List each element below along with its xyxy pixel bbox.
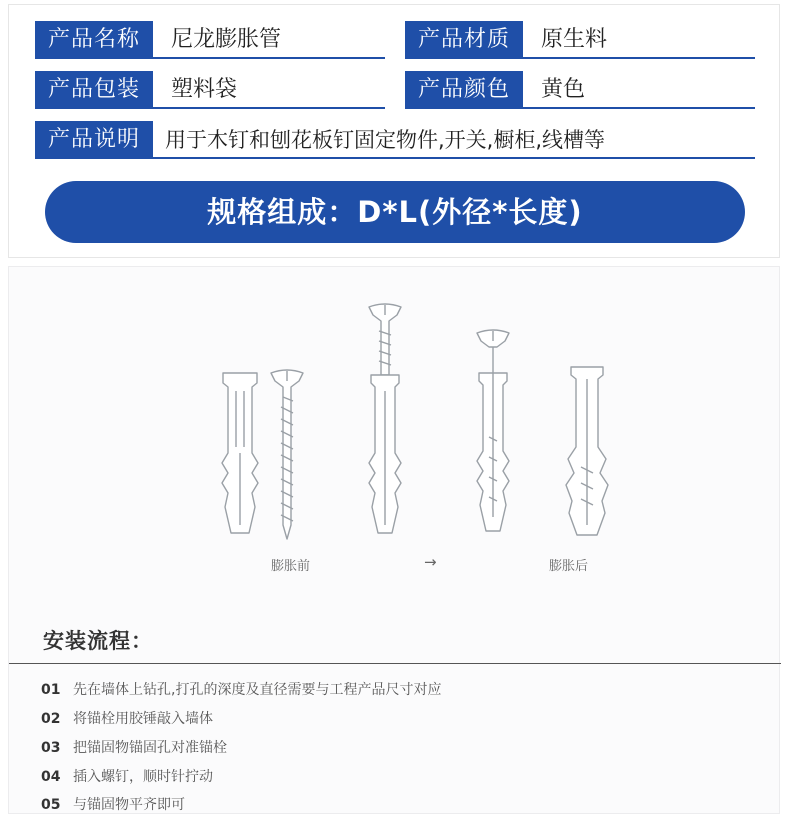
caption-before-expansion: 膨胀前 <box>271 559 311 574</box>
spec-value-color: 黄色 <box>523 71 755 109</box>
install-steps-title: 安装流程： <box>43 629 153 653</box>
spec-value-name: 尼龙膨胀管 <box>153 21 385 59</box>
spec-row-description <box>35 121 765 159</box>
spec-label-package: 产品包装 <box>35 71 153 109</box>
anchor-installed-icon <box>477 330 509 531</box>
spec-value-package: 塑料袋 <box>153 71 385 109</box>
install-step-text: 把锚固物锚固孔对准锚栓 <box>73 740 227 756</box>
install-step <box>41 766 213 786</box>
anchor-expanded-icon <box>566 367 608 535</box>
spec-label-color: 产品颜色 <box>405 71 523 109</box>
spec-banner: 规格组成：D*L(外径*长度) <box>45 181 745 243</box>
illustration-panel <box>8 266 780 814</box>
spec-value-description: 用于木钉和刨花板钉固定物件,开关,橱柜,线槽等 <box>153 121 755 159</box>
spec-card <box>8 4 780 258</box>
install-step-number: 04 <box>41 769 61 785</box>
install-step-text: 先在墙体上钻孔,打孔的深度及直径需要与工程产品尺寸对应 <box>73 682 442 698</box>
install-step-number: 02 <box>41 711 61 727</box>
install-step <box>41 737 227 757</box>
caption-after-expansion: 膨胀后 <box>549 559 589 574</box>
anchor-plug-icon <box>222 373 258 533</box>
arrow-right-icon: → <box>424 553 437 571</box>
install-step-number: 05 <box>41 797 61 813</box>
install-divider <box>9 663 781 664</box>
screw-icon <box>271 370 303 539</box>
install-step-text: 插入螺钉，顺时针拧动 <box>73 769 213 785</box>
spec-row-name <box>35 21 765 59</box>
anchor-insertion-icon <box>369 304 401 533</box>
install-step <box>41 708 213 728</box>
spec-label-name: 产品名称 <box>35 21 153 59</box>
spec-label-description: 产品说明 <box>35 121 153 159</box>
install-step <box>41 794 185 814</box>
install-step-text: 与锚固物平齐即可 <box>73 797 185 813</box>
install-step-number: 03 <box>41 740 61 756</box>
install-step-number: 01 <box>41 682 61 698</box>
spec-row-package <box>35 71 765 109</box>
spec-label-material: 产品材质 <box>405 21 523 59</box>
spec-value-material: 原生料 <box>523 21 755 59</box>
install-step <box>41 679 441 699</box>
anchor-illustration <box>9 267 781 567</box>
install-step-text: 将锚栓用胶锤敲入墙体 <box>73 711 213 727</box>
